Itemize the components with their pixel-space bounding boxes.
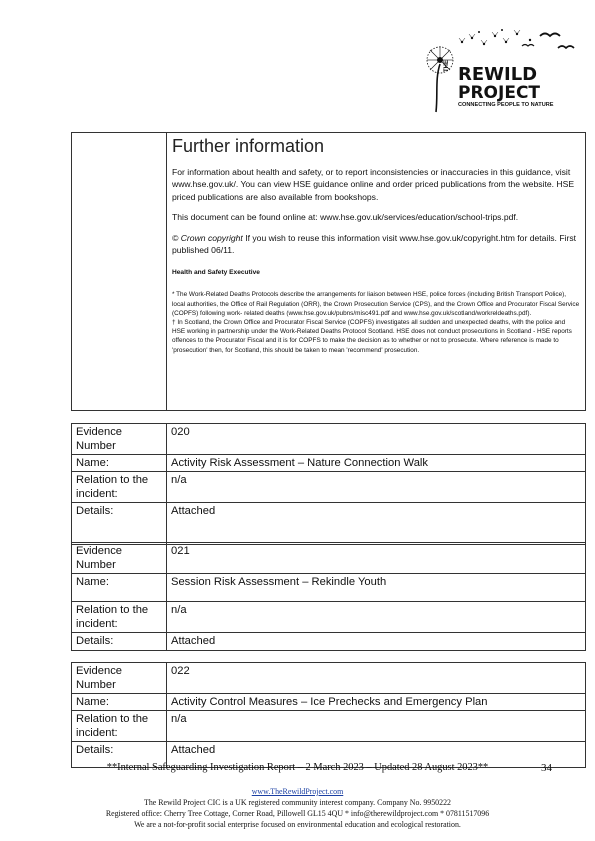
- evidence-number-value: 020: [167, 424, 586, 455]
- logo-the-text: THE: [444, 60, 450, 72]
- hse-heading: Health and Safety Executive: [172, 269, 260, 277]
- report-title-footer: **Internal Safeguarding Investigation Report – 2 March 2023 – Updated 28 August 2023**: [106, 762, 489, 773]
- copyright-label: © Crown copyright: [172, 232, 243, 243]
- name-label: Name:: [72, 694, 167, 711]
- evidence-number-label: Evidence Number: [72, 424, 167, 455]
- evidence-table-020: [71, 423, 586, 545]
- further-info-cell: [167, 133, 586, 411]
- details-value: Attached: [167, 742, 586, 768]
- footer-company-line: The Rewild Project CIC is a UK registered community interest company. Company No. 9950222: [144, 798, 451, 807]
- rewild-project-logo: [418, 24, 578, 114]
- further-info-copyright: [172, 232, 580, 257]
- website-link[interactable]: www.TheRewildProject.com: [251, 787, 344, 796]
- evidence-table-021: [71, 542, 586, 651]
- further-information-table: [71, 132, 586, 411]
- relation-value: n/a: [167, 472, 586, 503]
- details-value: Attached: [167, 633, 586, 651]
- footer-mission-line: We are a not-for-profit social enterprise focused on environmental education and ecological restoration.: [134, 820, 461, 829]
- details-label: Details:: [72, 503, 167, 545]
- relation-value: n/a: [167, 602, 586, 633]
- company-footer: [0, 786, 595, 830]
- further-info-para-1: For information about health and safety, or to report inconsistencies or inaccuracies in this guidance, visit www.hse.gov.uk/. You can view HSE guidance online and order priced publications from the website. HSE priced publications are also available from bookshops.: [172, 167, 575, 202]
- further-info-title: Further information: [172, 136, 325, 156]
- further-info-empty-cell: [72, 133, 167, 411]
- further-info-para-2: This document can be found online at: www.hse.gov.uk/services/education/school-trips.pdf.: [172, 212, 519, 223]
- details-label: Details:: [72, 633, 167, 651]
- footnote-scotland: † In Scotland, the Crown Office and Procurator Fiscal Service (COPFS) investigates all sudden and unexpected deaths, with the police and HSE working in partnership under the Work-Related Deaths Protocol Scotland. HSE does not conduct prosecutions in Scotland - HSE reports offences to the Procurator Fiscal and it is for COPFS to make the decision as to whether or not to prosecute. Where reference is made to 'prosecution' then, for Scotland, this should be taken to mean 'recommend' prosecution.: [172, 319, 572, 354]
- relation-label: Relation to the incident:: [72, 711, 167, 742]
- evidence-number-value: 021: [167, 543, 586, 574]
- relation-value: n/a: [167, 711, 586, 742]
- evidence-number-label: Evidence Number: [72, 543, 167, 574]
- evidence-table-022: [71, 662, 586, 768]
- relation-label: Relation to the incident:: [72, 472, 167, 503]
- page-number: 34: [541, 762, 552, 774]
- logo-project-text: PROJECT: [458, 83, 541, 103]
- footnote-work-related-deaths: * The Work-Related Deaths Protocols describe the arrangements for liaison between HSE, police forces (including British Transport Police), local authorities, the Office of Rail Regulation (ORR), the Crown Prosecution Service (CPS), and the Crown Office and Procurator Fiscal Service (COPFS) following work- related deaths (www.hse.gov.uk/pubns/misc491.pdf and www.hse.gov.uk/scotland/workreldeaths.pdf).: [172, 291, 580, 317]
- copyright-text: If you wish to reuse this information visit www.hse.gov.uk/copyright.htm for details. First published 06/11.: [172, 232, 577, 256]
- evidence-number-value: 022: [167, 663, 586, 694]
- logo-rewild-text: REWILD: [458, 64, 538, 85]
- relation-label: Relation to the incident:: [72, 602, 167, 633]
- evidence-name-value: Session Risk Assessment – Rekindle Youth: [167, 574, 586, 602]
- details-label: Details:: [72, 742, 167, 768]
- evidence-name-value: Activity Control Measures – Ice Prechecks and Emergency Plan: [167, 694, 586, 711]
- logo-tagline: CONNECTING PEOPLE TO NATURE: [458, 102, 554, 108]
- evidence-number-label: Evidence Number: [72, 663, 167, 694]
- dandelion-logo-icon: [418, 24, 578, 114]
- details-value: Attached: [167, 503, 586, 545]
- name-label: Name:: [72, 574, 167, 602]
- name-label: Name:: [72, 455, 167, 472]
- evidence-name-value: Activity Risk Assessment – Nature Connection Walk: [167, 455, 586, 472]
- footer-registered-office: Registered office: Cherry Tree Cottage, Corner Road, Pillowell GL15 4QU * info@therewildproject.com * 07811517096: [105, 809, 490, 818]
